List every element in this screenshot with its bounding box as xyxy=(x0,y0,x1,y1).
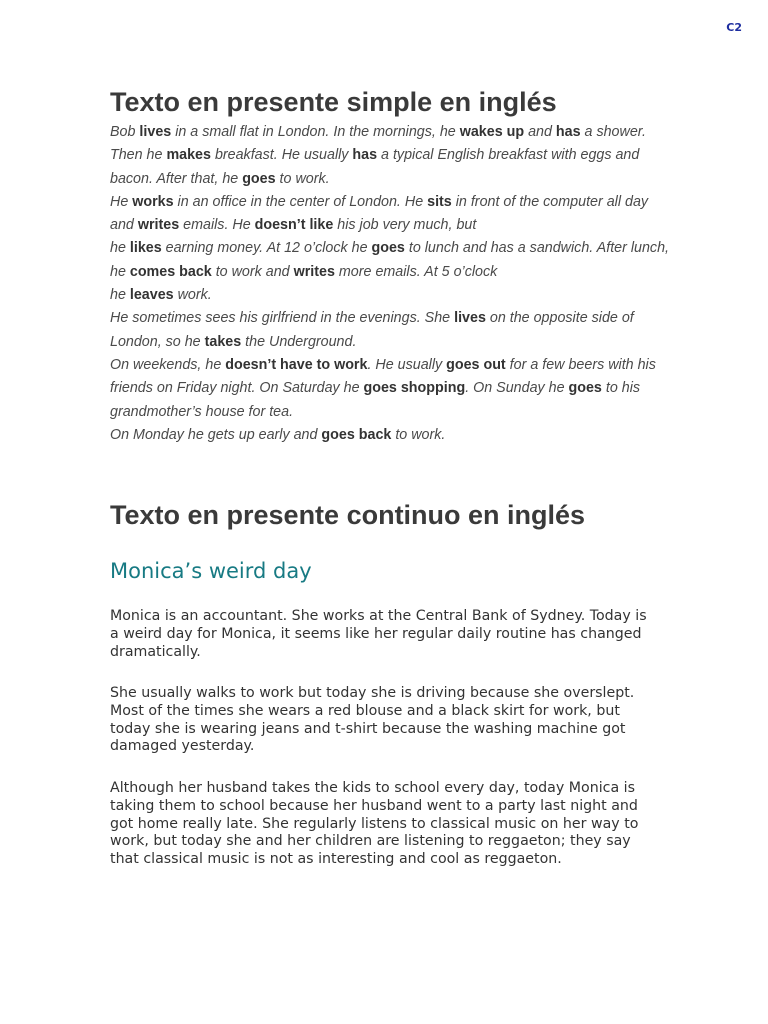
text-run: to lunch and has a sandwich. After lunch, he xyxy=(110,240,669,280)
text-run: On Monday he gets up early and xyxy=(110,426,322,443)
text-run: He xyxy=(110,193,133,210)
verb-highlight: doesn’t like xyxy=(254,217,334,234)
text-run: emails. He xyxy=(179,217,255,234)
text-run: to work and xyxy=(211,263,294,280)
presente-simple-text xyxy=(110,121,670,447)
verb-highlight: goes shopping xyxy=(363,380,466,397)
text-run: he xyxy=(110,287,130,304)
text-run: in a small flat in London. In the mornings, he xyxy=(171,124,460,140)
verb-highlight: writes xyxy=(137,217,180,234)
text-run: . On Sunday he xyxy=(465,380,569,397)
verb-highlight: comes back xyxy=(129,263,212,280)
text-run: . He usually xyxy=(367,356,447,373)
verb-highlight: lives xyxy=(139,124,172,140)
verb-highlight: likes xyxy=(129,240,162,257)
verb-highlight: writes xyxy=(293,263,335,280)
text-run: his job very much, but xyxy=(333,217,477,234)
text-run: in front of the computer all day and xyxy=(110,193,649,234)
text-run: the Underground. xyxy=(241,333,357,350)
text-run: more emails. At 5 o’clock xyxy=(334,263,498,280)
text-run: for a few beers with his friends on Friday night. On Saturday he xyxy=(110,356,656,397)
text-run: to his grandmother’s house for tea. xyxy=(110,380,641,420)
text-run: in an office in the center of London. He xyxy=(173,193,428,210)
text-run: a shower. Then he xyxy=(110,124,646,164)
verb-highlight: makes xyxy=(166,147,211,164)
text-run: a typical English breakfast with eggs and bacon. After that, he xyxy=(110,147,640,187)
simple-text-paragraph xyxy=(110,121,670,191)
text-run: On weekends, he xyxy=(110,356,226,373)
section-title-presente-simple: Texto en presente simple en inglés xyxy=(110,87,557,117)
simple-text-paragraph xyxy=(110,424,670,447)
text-run: to work. xyxy=(391,426,446,443)
verb-highlight: works xyxy=(132,193,174,210)
verb-highlight: goes back xyxy=(321,426,392,443)
story-paragraph: Although her husband takes the kids to school every day, today Monica is taking them to school because her husband went to a party last night and got home really late. She regularly listens to classical music on her way to work, but today she and her children are listening to reggaeton; they say that classical music is not as interesting and cool as reggaeton. xyxy=(110,780,639,868)
verb-highlight: goes xyxy=(371,240,405,257)
section-title-presente-continuo: Texto en presente continuo en inglés xyxy=(110,500,586,530)
verb-highlight: goes out xyxy=(446,356,506,373)
verb-highlight: sits xyxy=(427,193,452,210)
story-paragraph: Monica is an accountant. She works at the Central Bank of Sydney. Today is a weird day for Monica, it seems like her regular daily routine has changed dramatically. xyxy=(110,608,647,660)
text-run: He sometimes sees his girlfriend in the evenings. She xyxy=(110,310,455,327)
verb-highlight: leaves xyxy=(129,287,174,304)
text-run: breakfast. He usually xyxy=(210,147,353,164)
verb-highlight: doesn’t have to work xyxy=(225,356,368,373)
simple-text-paragraph xyxy=(110,307,670,354)
page-corner-tag: C2 xyxy=(726,21,742,34)
verb-highlight: wakes up xyxy=(459,124,525,140)
text-run: work. xyxy=(173,287,212,304)
verb-highlight: goes xyxy=(242,170,276,187)
text-run: he xyxy=(110,240,130,257)
simple-text-paragraph xyxy=(110,191,670,307)
text-run: and xyxy=(524,124,556,140)
text-run: Bob xyxy=(110,124,140,140)
verb-highlight: goes xyxy=(568,380,602,397)
simple-text-paragraph xyxy=(110,354,670,424)
verb-highlight: takes xyxy=(204,333,242,350)
verb-highlight: has xyxy=(555,124,581,140)
verb-highlight: lives xyxy=(454,310,486,327)
text-run: to work. xyxy=(275,170,330,187)
text-run: on the opposite side of London, so he xyxy=(110,310,634,350)
story-subtitle: Monica’s weird day xyxy=(110,559,312,583)
verb-highlight: has xyxy=(352,147,378,164)
text-run: earning money. At 12 o’clock he xyxy=(161,240,372,257)
story-paragraph: She usually walks to work but today she is driving because she overslept. Most of the times she wears a red blouse and a black skirt for work, but today she is wearing jeans and t-shirt because the washing machine got damaged yesterday. xyxy=(110,685,635,755)
